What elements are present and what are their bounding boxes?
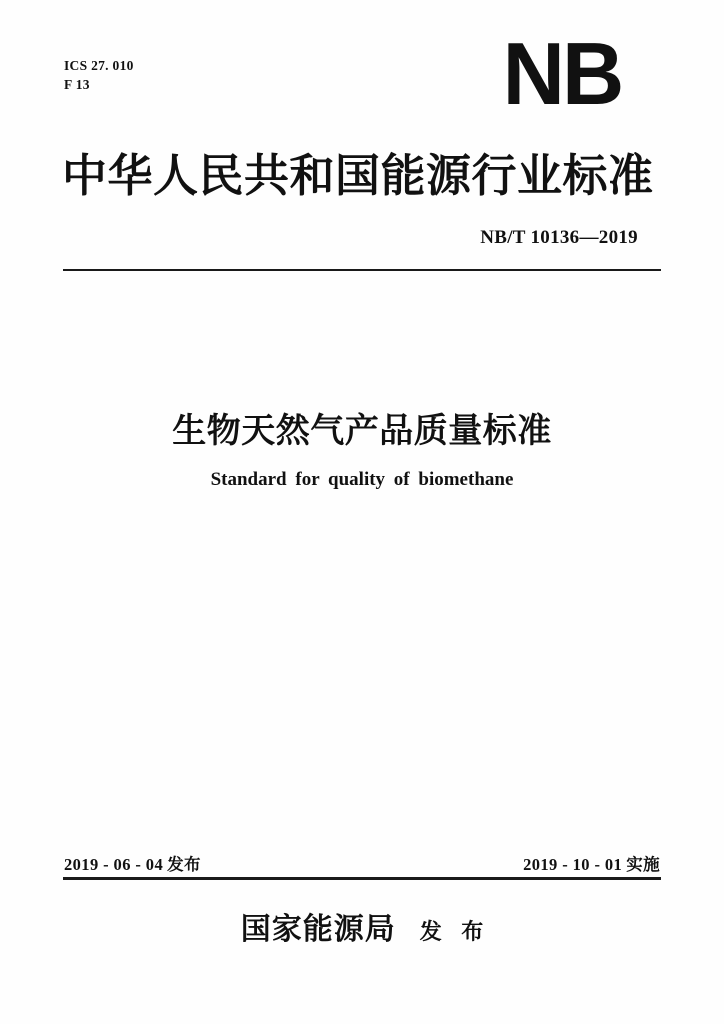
document-title-cn: 生物天然气产品质量标准: [172, 412, 552, 450]
implementation-date-item: [523, 851, 660, 875]
publish-action-label: 发 布: [419, 919, 484, 944]
issue-date-label: 发布: [167, 855, 201, 874]
nb-logo: NB: [502, 24, 622, 123]
ics-classification-block: [64, 56, 134, 94]
dates-row: [64, 851, 660, 875]
divider-top: [63, 269, 661, 271]
issue-date-item: [64, 851, 201, 875]
publisher-row: [0, 904, 724, 948]
publisher-name: 国家能源局: [240, 913, 396, 946]
document-title-en: Standard for quality of biomethane: [210, 469, 514, 490]
ics-code: ICS 27. 010: [64, 58, 134, 73]
divider-bottom: [63, 877, 661, 880]
issue-date: 2019 - 06 - 04: [64, 855, 164, 874]
standard-number: NB/T 10136—2019: [480, 227, 638, 248]
series-title: 中华人民共和国能源行业标准: [62, 151, 654, 201]
implementation-date: 2019 - 10 - 01: [523, 855, 623, 874]
implementation-date-label: 实施: [626, 855, 660, 874]
classification-code: F 13: [64, 77, 90, 92]
